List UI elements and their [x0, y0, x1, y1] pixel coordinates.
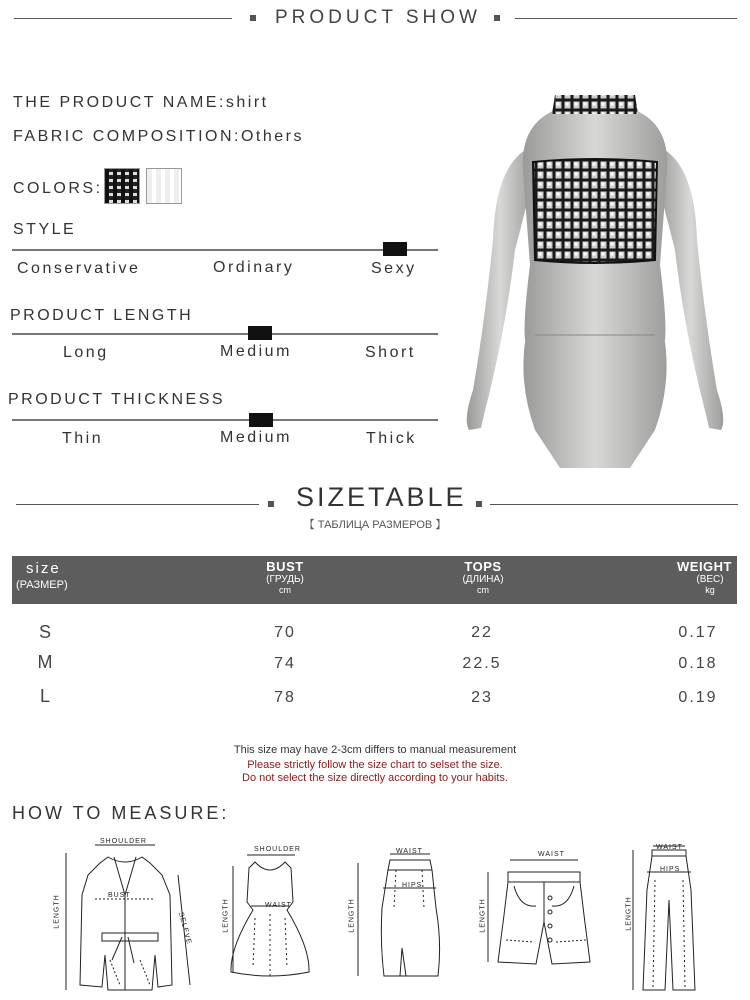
product-photo-mannequin [455, 90, 735, 468]
length-option-short: Short [365, 344, 416, 361]
skirt-length-label: LENGTH [348, 898, 356, 933]
style-option-sexy: Sexy [371, 260, 417, 277]
size-note-follow-chart: Please strictly follow the size chart to selset the size. [247, 759, 503, 771]
style-title: STYLE [13, 221, 77, 238]
cell-weight: 0.17 [678, 624, 718, 641]
sizetable-rule-right [490, 504, 738, 505]
cell-weight: 0.19 [678, 689, 718, 706]
cell-tops: 23 [471, 689, 493, 706]
col-weight: WEIGHT (ВЕС) kg [677, 559, 732, 595]
color-swatch-black[interactable] [104, 168, 140, 204]
skirt-waist-label: WAIST [396, 848, 423, 855]
length-title: PRODUCT LENGTH [10, 307, 194, 324]
shorts-waist-label: WAIST [538, 851, 565, 858]
fabric-composition: FABRIC COMPOSITION:Others [13, 128, 304, 145]
dress-length-label: LENGTH [222, 898, 230, 933]
cell-bust: 78 [274, 689, 296, 706]
jacket-shoulder-label: SHOULDER [100, 838, 147, 845]
product-name: THE PRODUCT NAME:shirt [13, 94, 269, 111]
thickness-option-thin: Thin [62, 430, 104, 447]
style-scale-line [12, 249, 438, 251]
col-bust: BUST (ГРУДЬ) cm [266, 559, 304, 595]
jacket-bust-label: BUST [108, 892, 131, 899]
size-note-habits: Do not select the size directly according to your habits. [242, 772, 508, 784]
length-option-long: Long [63, 344, 109, 361]
pants-length-label: LENGTH [625, 896, 633, 931]
style-option-ordinary: Ordinary [213, 259, 295, 276]
pants-waist-label: WAIST [656, 844, 683, 851]
cell-weight: 0.18 [678, 655, 718, 672]
color-swatch-white[interactable] [146, 168, 182, 204]
length-marker [248, 326, 272, 340]
col-tops: TOPS (ДЛИНА) cm [462, 559, 504, 595]
shorts-illustration [478, 850, 603, 970]
cell-size: S [38, 622, 53, 642]
sizetable-dot-right [476, 501, 482, 507]
sizetable-dot-left [268, 501, 274, 507]
thickness-title: PRODUCT THICKNESS [8, 391, 226, 408]
sizetable-title: SIZETABLE [296, 482, 467, 512]
size-note-measurement: This size may have 2-3cm differs to manual measurement [233, 744, 517, 756]
cell-bust: 70 [274, 624, 296, 641]
style-marker [383, 242, 407, 256]
thickness-option-medium: Medium [220, 429, 292, 446]
size-table-header [12, 556, 737, 604]
skirt-hips-label: HIPS [402, 882, 423, 889]
length-scale-line [12, 333, 438, 335]
header-rule-right [515, 18, 737, 19]
style-option-conservative: Conservative [17, 260, 141, 277]
header-dot-right [494, 15, 500, 21]
pants-illustration [625, 840, 700, 995]
shorts-length-label: LENGTH [479, 898, 487, 933]
thickness-option-thick: Thick [366, 430, 417, 447]
sizetable-subtitle: 【 ТАБЛИЦА РАЗМЕРОВ 】 [303, 519, 447, 531]
sizetable-rule-left [16, 504, 259, 505]
section-title-product-show: PRODUCT SHOW [275, 7, 481, 28]
dress-waist-label: WAIST [265, 902, 292, 909]
cell-bust: 74 [274, 655, 296, 672]
col-size: size (РАЗМЕР) [16, 560, 68, 591]
dress-shoulder-label: SHOULDER [254, 846, 301, 853]
thickness-marker [249, 413, 273, 427]
cell-size: M [37, 652, 55, 672]
cell-tops: 22 [471, 624, 493, 641]
how-to-measure-title: HOW TO MEASURE: [12, 803, 230, 823]
cell-tops: 22.5 [462, 655, 502, 672]
header-rule-left [14, 18, 232, 19]
header-dot-left [250, 15, 256, 21]
thickness-scale-line [12, 419, 438, 421]
jacket-length-label: LENGTH [53, 894, 61, 929]
colors-label: COLORS: [13, 180, 103, 197]
dress-illustration [222, 848, 315, 988]
skirt-illustration [350, 848, 450, 988]
length-option-medium: Medium [220, 343, 292, 360]
pants-hips-label: HIPS [660, 866, 681, 873]
jacket-sleeve-label: SELEVE [176, 911, 193, 946]
cell-size: L [39, 686, 52, 706]
